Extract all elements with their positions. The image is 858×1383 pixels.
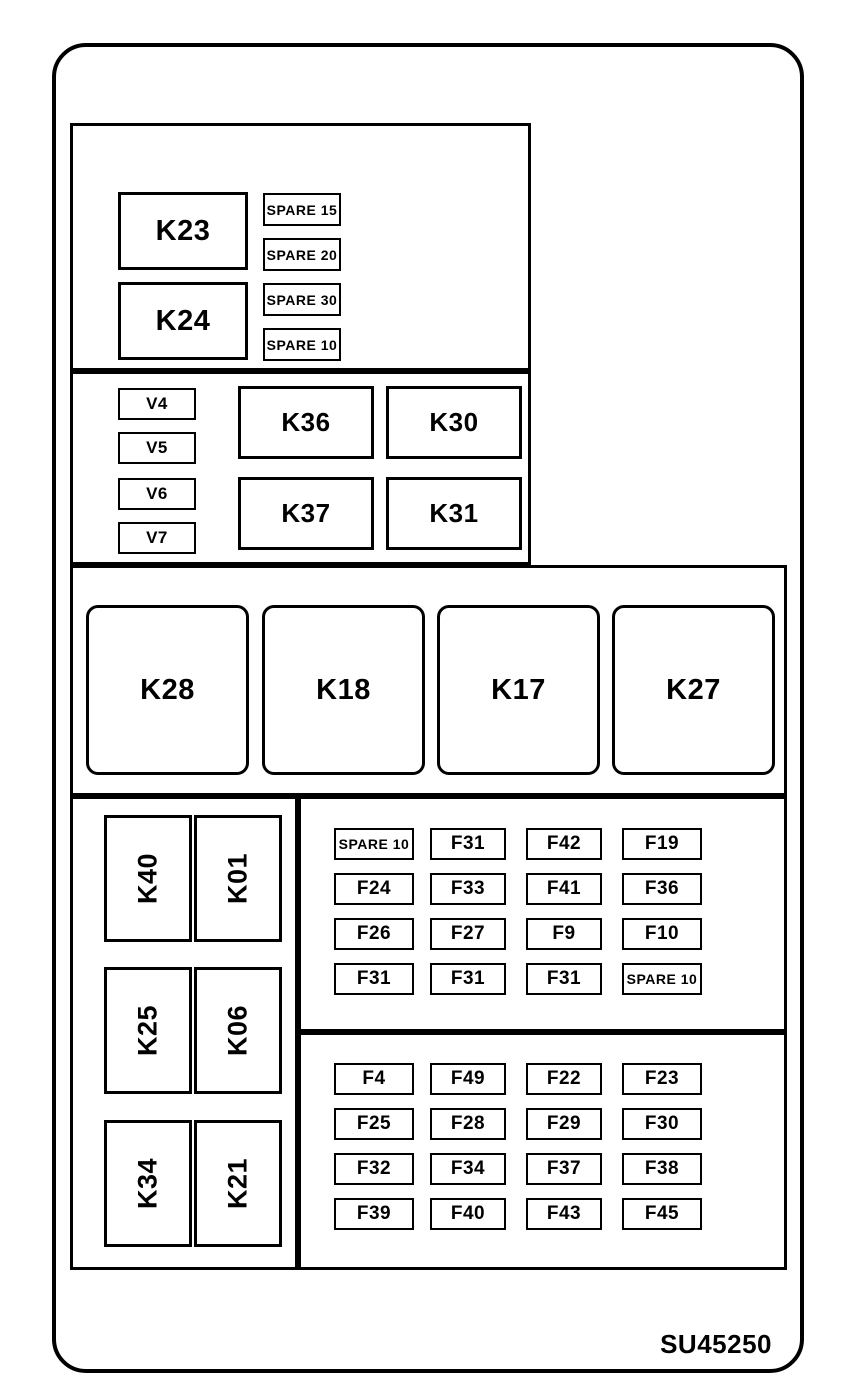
relay-k30: K30 xyxy=(386,386,522,459)
fuse-f31: F31 xyxy=(526,963,602,995)
fuse-f22: F22 xyxy=(526,1063,602,1095)
fuse-f31: F31 xyxy=(430,963,506,995)
relay-k28: K28 xyxy=(86,605,249,775)
diode-v7: V7 xyxy=(118,522,196,554)
relay-k21: K21 xyxy=(194,1120,282,1247)
relay-k34: K34 xyxy=(104,1120,192,1247)
fuse-f37: F37 xyxy=(526,1153,602,1185)
spare-fuse-slot: SPARE 30 xyxy=(263,283,341,316)
fuse-f23: F23 xyxy=(622,1063,702,1095)
fuse-f9: F9 xyxy=(526,918,602,950)
relay-k31: K31 xyxy=(386,477,522,550)
spare-fuse-slot: SPARE 15 xyxy=(263,193,341,226)
relay-k36: K36 xyxy=(238,386,374,459)
fuse-f32: F32 xyxy=(334,1153,414,1185)
fuse-f27: F27 xyxy=(430,918,506,950)
fuse-f39: F39 xyxy=(334,1198,414,1230)
fuse-f10: F10 xyxy=(622,918,702,950)
fuse-f36: F36 xyxy=(622,873,702,905)
fuse-f41: F41 xyxy=(526,873,602,905)
fuse-f26: F26 xyxy=(334,918,414,950)
relay-k25: K25 xyxy=(104,967,192,1094)
relay-k24: K24 xyxy=(118,282,248,360)
relay-k17: K17 xyxy=(437,605,600,775)
fuse-f4: F4 xyxy=(334,1063,414,1095)
fuse-f49: F49 xyxy=(430,1063,506,1095)
fuse-f43: F43 xyxy=(526,1198,602,1230)
fuse-f31: F31 xyxy=(430,828,506,860)
diode-v4: V4 xyxy=(118,388,196,420)
spare-fuse-slot: SPARE 10 xyxy=(622,963,702,995)
fuse-f38: F38 xyxy=(622,1153,702,1185)
spare-fuse-slot: SPARE 10 xyxy=(263,328,341,361)
fuse-f33: F33 xyxy=(430,873,506,905)
relay-k01: K01 xyxy=(194,815,282,942)
fuse-f45: F45 xyxy=(622,1198,702,1230)
spare-fuse-slot: SPARE 10 xyxy=(334,828,414,860)
fuse-f28: F28 xyxy=(430,1108,506,1140)
fuse-f29: F29 xyxy=(526,1108,602,1140)
fuse-f34: F34 xyxy=(430,1153,506,1185)
relay-k40: K40 xyxy=(104,815,192,942)
fuse-f40: F40 xyxy=(430,1198,506,1230)
fuse-f31: F31 xyxy=(334,963,414,995)
relay-k27: K27 xyxy=(612,605,775,775)
diode-v6: V6 xyxy=(118,478,196,510)
relay-k06: K06 xyxy=(194,967,282,1094)
relay-k18: K18 xyxy=(262,605,425,775)
fuse-f30: F30 xyxy=(622,1108,702,1140)
fuse-f42: F42 xyxy=(526,828,602,860)
fuse-f24: F24 xyxy=(334,873,414,905)
fuse-f19: F19 xyxy=(622,828,702,860)
diode-v5: V5 xyxy=(118,432,196,464)
relay-k23: K23 xyxy=(118,192,248,270)
spare-fuse-slot: SPARE 20 xyxy=(263,238,341,271)
relay-k37: K37 xyxy=(238,477,374,550)
fuse-f25: F25 xyxy=(334,1108,414,1140)
part-number-label: SU45250 xyxy=(660,1329,772,1359)
